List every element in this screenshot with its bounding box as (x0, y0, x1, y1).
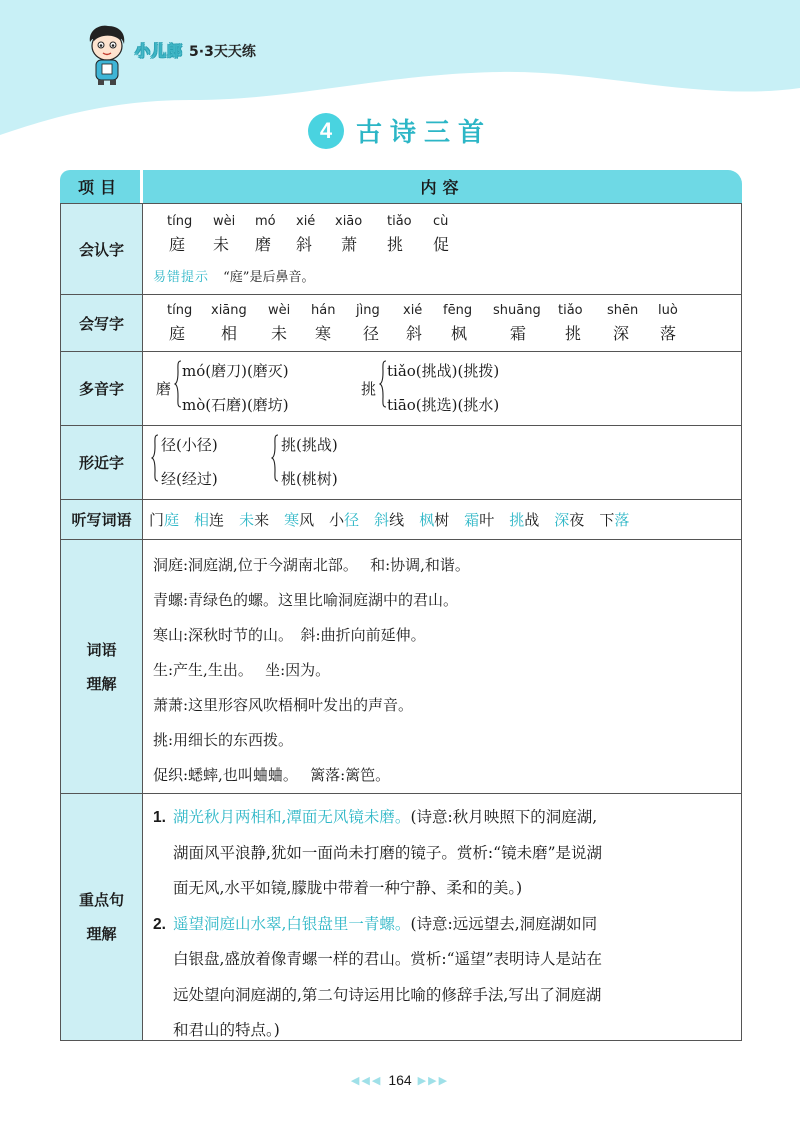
study-table (60, 170, 742, 1041)
row-label-dictation: 听写词语 (61, 500, 143, 539)
lesson-title (0, 112, 800, 149)
pinyin: shuāng (493, 303, 541, 318)
tip-text: “庭”是后鼻音。 (223, 270, 315, 285)
similar-word: 经(经过) (161, 470, 218, 488)
key-sentence-quote: 湖光秋月两相和,潭面无风镜未磨。 (173, 808, 411, 826)
vocab-line: 洞庭:洞庭湖,位于今湖南北部。 和:协调,和谐。 (153, 556, 470, 574)
key-sentence-number: 2. (153, 915, 166, 933)
similar-word: 桃(桃树) (281, 470, 338, 488)
row-label-line: 重点句 (78, 891, 124, 909)
row-vocab (61, 539, 741, 793)
dictation-word: 小径 (329, 511, 360, 529)
page-footer (0, 1072, 800, 1088)
header-item: 项目 (60, 170, 140, 203)
row-key-sentences (61, 793, 741, 1040)
hanzi: 枫 (451, 324, 468, 343)
polyphonic-reading: tiāo(挑选)(挑水) (387, 396, 500, 414)
pinyin: wèi (268, 303, 291, 318)
dictation-word: 斜线 (374, 511, 405, 529)
mascot-icon (84, 24, 128, 86)
hanzi: 深 (613, 324, 630, 343)
row-label-vocab (61, 540, 143, 793)
row-label-key-sentences (61, 794, 143, 1040)
left-arrows-icon: ◀◀◀ (350, 1074, 383, 1087)
hanzi: 相 (221, 324, 238, 343)
row-label-line: 理解 (86, 674, 117, 693)
pinyin: jìng (356, 303, 380, 318)
key-sentence-text: (诗意:秋月映照下的洞庭湖, (410, 808, 598, 826)
hanzi: 挑 (387, 235, 404, 254)
dictation-word: 霜叶 (464, 511, 495, 529)
hanzi: 萧 (341, 235, 358, 254)
vocab-line: 促织:蟋蟀,也叫蛐蛐。 篱落:篱笆。 (153, 766, 391, 784)
hanzi: 霜 (510, 324, 527, 343)
key-sentence-text: 白银盘,盛放着像青螺一样的君山。赏析:“遥望”表明诗人是站在 (173, 950, 602, 968)
brace-icon (151, 434, 159, 482)
pinyin: fēng (443, 303, 473, 318)
dictation-word: 挑战 (509, 511, 540, 529)
row-write (61, 294, 741, 351)
pinyin: xiāo (335, 214, 363, 229)
hanzi: 寒 (315, 324, 332, 343)
key-sentence-text: (诗意:远远望去,洞庭湖如同 (410, 914, 598, 933)
brace-icon (271, 434, 279, 482)
table-body (60, 203, 742, 1041)
tip-label: 易错提示 (153, 270, 210, 285)
row-label-similar: 形近字 (61, 426, 143, 499)
key-sentence-number: 1. (153, 809, 166, 826)
dictation-word: 门庭 (149, 511, 180, 529)
tip (153, 266, 731, 285)
lesson-name: 古诗三首 (355, 118, 492, 148)
dictation-word: 寒风 (284, 511, 315, 529)
dictation-word: 枫树 (419, 511, 450, 529)
pinyin: tíng (167, 303, 193, 318)
row-similar (61, 425, 741, 499)
brace-icon (174, 360, 182, 408)
pinyin: xié (403, 303, 423, 318)
vocab-line: 青螺:青绿色的螺。这里比喻洞庭湖中的君山。 (153, 591, 459, 609)
dictation-word: 未来 (239, 511, 270, 529)
hanzi: 挑 (565, 324, 582, 343)
polyphonic-char: 挑 (361, 380, 377, 398)
dictation-word: 下落 (599, 511, 630, 529)
key-sentence-text: 面无风,水平如镜,朦胧中带着一种宁静、柔和的美。) (173, 879, 523, 897)
vocab-line: 寒山:深秋时节的山。 斜:曲折向前延伸。 (153, 626, 426, 644)
row-polyphonic (61, 351, 741, 425)
pinyin: xiāng (211, 303, 247, 318)
hanzi: 庭 (169, 324, 186, 343)
key-sentence-quote: 遥望洞庭山水翠,白银盘里一青螺。 (173, 914, 411, 933)
hanzi: 促 (433, 235, 450, 254)
hanzi: 庭 (169, 235, 186, 254)
key-sentence-text: 远处望向洞庭湖的,第二句诗运用比喻的修辞手法,写出了洞庭湖 (173, 985, 602, 1004)
row-label-line: 理解 (86, 925, 117, 943)
hanzi: 斜 (296, 235, 313, 254)
key-sentence (147, 907, 731, 1049)
row-label-line: 词语 (86, 640, 117, 659)
hanzi: 磨 (255, 235, 272, 254)
hanzi: 径 (363, 324, 380, 343)
brand (135, 40, 256, 61)
polyphonic-char: 磨 (156, 380, 172, 398)
hanzi: 落 (660, 324, 677, 343)
pinyin: wèi (213, 214, 236, 229)
pinyin: tiǎo (558, 303, 583, 318)
pinyin: tiǎo (387, 214, 412, 229)
pinyin: mó (255, 214, 276, 229)
write-pinyin-line (153, 303, 731, 321)
hanzi: 斜 (406, 324, 423, 343)
key-sentence (147, 800, 731, 907)
page-number: 164 (388, 1072, 412, 1088)
row-label-polyphonic: 多音字 (61, 352, 143, 425)
header-content: 内容 (143, 170, 742, 203)
recognize-char-line (153, 232, 731, 256)
vocab-line: 生:产生,生出。 坐:因为。 (153, 661, 331, 679)
brace-icon (379, 360, 387, 408)
row-recognize (61, 203, 741, 294)
recognize-pinyin-line (153, 214, 731, 232)
polyphonic-reading: tiǎo(挑战)(挑拨) (387, 362, 500, 380)
row-label-recognize: 会认字 (61, 204, 143, 294)
vocab-line: 萧萧:这里形容风吹梧桐叶发出的声音。 (153, 696, 414, 714)
similar-word: 挑(挑战) (281, 436, 338, 454)
key-sentence-text: 和君山的特点。) (173, 1021, 280, 1039)
polyphonic-reading: mó(磨刀)(磨灭) (182, 362, 289, 380)
vocab-line: 挑:用细长的东西拨。 (153, 731, 294, 749)
lesson-number-badge: 4 (308, 113, 344, 149)
row-label-write: 会写字 (61, 295, 143, 351)
pinyin: luò (658, 303, 678, 318)
pinyin: xié (296, 214, 316, 229)
hanzi: 未 (213, 235, 230, 254)
dictation-words (149, 500, 731, 539)
brand-logo: 小儿郎 (135, 42, 184, 60)
pinyin: cù (433, 214, 449, 229)
polyphonic-reading: mò(石磨)(磨坊) (182, 396, 289, 414)
right-arrows-icon: ▶▶▶ (417, 1074, 450, 1087)
row-dictation (61, 499, 741, 539)
write-char-line (153, 321, 731, 345)
table-header (60, 170, 742, 203)
pinyin: shēn (607, 303, 639, 318)
brand-text: 5·3天天练 (189, 43, 256, 60)
similar-word: 径(小径) (161, 436, 218, 454)
key-sentence-text: 湖面风平浪静,犹如一面尚未打磨的镜子。赏析:“镜未磨”是说湖 (173, 843, 602, 862)
pinyin: tíng (167, 214, 193, 229)
dictation-word: 深夜 (554, 511, 585, 529)
hanzi: 未 (271, 324, 288, 343)
pinyin: hán (311, 303, 336, 318)
dictation-word: 相连 (194, 511, 225, 529)
